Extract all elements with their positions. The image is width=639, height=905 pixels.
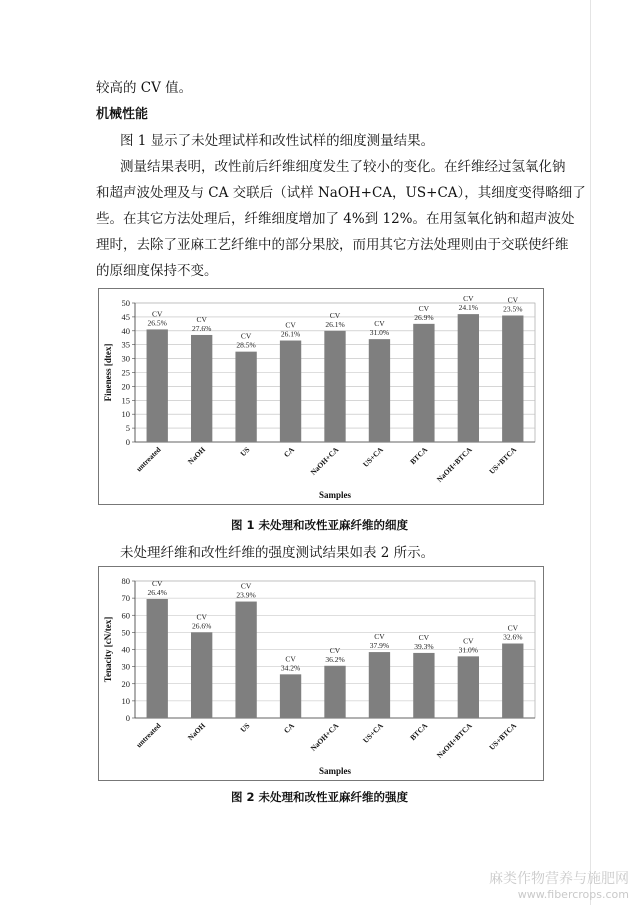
y-tick-label: 25 xyxy=(121,367,130,378)
data-label: 31.0% xyxy=(369,328,390,338)
data-label: CV xyxy=(196,612,207,622)
x-tick-label: NaOH+CA xyxy=(308,445,341,477)
data-label: CV xyxy=(507,623,518,633)
data-label: CV xyxy=(329,310,341,320)
y-tick-label: 60 xyxy=(121,610,130,621)
bar-us xyxy=(235,602,256,718)
bar-untreated xyxy=(147,599,168,718)
paragraph-1: 图 1 显示了未处理试样和改性试样的细度测量结果。 xyxy=(120,133,435,149)
chart-svg xyxy=(99,567,543,780)
x-tick-label: NaOH xyxy=(185,445,208,467)
bar-naoh xyxy=(191,335,212,442)
bar-untreated xyxy=(147,329,168,442)
paragraph-3: 未处理纤维和改性纤维的强度测试结果如表 2 所示。 xyxy=(120,545,435,561)
bar-us-ca xyxy=(369,652,390,718)
x-tick-label: BTCA xyxy=(408,721,430,743)
y-tick-label: 10 xyxy=(121,409,130,420)
watermark xyxy=(489,868,629,901)
x-tick-label: NaOH xyxy=(185,721,208,743)
section-heading: 机械性能 xyxy=(96,107,149,122)
data-label: CV xyxy=(463,294,474,304)
x-axis-label: Samples xyxy=(318,490,352,500)
x-tick-label: NaOH+BTCA xyxy=(434,445,474,484)
data-label: CV xyxy=(329,645,341,655)
data-label: CV xyxy=(196,314,207,324)
data-label: 39.3% xyxy=(414,641,434,651)
x-tick-label: US+BTCA xyxy=(487,721,519,752)
data-label: 37.9% xyxy=(369,641,390,651)
data-label: CV xyxy=(285,320,296,330)
bar-naoh-ca xyxy=(324,331,345,442)
x-tick-label: BTCA xyxy=(408,445,430,467)
data-label: 23.9% xyxy=(236,590,256,600)
x-tick-label: untreated xyxy=(134,721,163,750)
bar-btca xyxy=(413,653,434,718)
y-tick-label: 10 xyxy=(121,695,130,706)
bar-naoh-ca xyxy=(324,666,345,718)
watermark-line-2: www.fibercrops.com xyxy=(517,888,629,901)
data-label: 28.5% xyxy=(236,340,256,350)
x-tick-label: US+CA xyxy=(361,445,385,469)
bar-naoh-btca xyxy=(458,314,479,442)
y-axis-label: Tenacity [cN/tex] xyxy=(103,616,113,683)
data-label: CV xyxy=(507,295,518,305)
figure-1-caption: 图 1 未处理和改性亚麻纤维的细度 xyxy=(230,518,408,532)
y-tick-label: 15 xyxy=(121,395,130,406)
data-label: CV xyxy=(374,632,385,642)
y-tick-label: 30 xyxy=(121,661,130,672)
data-label: 32.6% xyxy=(503,632,523,642)
data-label: CV xyxy=(374,319,385,329)
y-tick-label: 50 xyxy=(121,627,130,638)
paragraph-2-line-1: 测量结果表明，改性前后纤维细度发生了较小的变化。在纤维经过氢氧化钠 xyxy=(120,159,566,175)
data-label: 26.6% xyxy=(191,621,212,631)
paragraph-2-line-3: 些。在其它方法处理后，纤维细度增加了 4%到 12%。在用氢氧化钠和超声波处 xyxy=(96,211,575,227)
data-label: CV xyxy=(152,578,163,588)
x-tick-label: US xyxy=(238,445,252,459)
y-tick-label: 30 xyxy=(121,353,130,364)
data-label: 23.5% xyxy=(503,304,523,314)
data-label: 26.4% xyxy=(147,587,167,597)
x-axis-label: Samples xyxy=(318,766,352,776)
x-tick-label: CA xyxy=(281,721,296,736)
y-tick-label: 50 xyxy=(121,298,130,308)
bar-naoh-btca xyxy=(458,656,479,718)
data-label: CV xyxy=(463,636,474,646)
data-label: CV xyxy=(152,309,163,319)
bar-btca xyxy=(413,324,434,442)
tenacity-chart xyxy=(98,566,544,781)
bar-ca xyxy=(280,674,301,718)
data-label: 26.9% xyxy=(414,312,434,322)
data-label: 26.1% xyxy=(280,329,301,339)
paragraph-2-line-2: 和超声波处理及与 CA 交联后（试样 NaOH+CA，US+CA），其细度变得略细了 xyxy=(96,185,586,201)
x-tick-label: US+BTCA xyxy=(487,445,519,476)
paragraph-2-line-4: 理时，去除了亚麻工艺纤维中的部分果胶，而用其它方法处理则由于交联使纤维 xyxy=(96,237,569,253)
data-label: CV xyxy=(418,632,430,642)
y-tick-label: 0 xyxy=(125,713,130,723)
y-tick-label: 35 xyxy=(121,339,130,350)
data-label: 26.1% xyxy=(325,319,345,329)
data-label: 34.2% xyxy=(280,663,301,673)
bar-naoh xyxy=(191,632,212,718)
data-label: CV xyxy=(240,331,252,341)
data-label: 36.2% xyxy=(325,654,345,664)
y-axis-label: Fineness [dtex] xyxy=(103,343,113,402)
bar-ca xyxy=(280,341,301,442)
y-tick-label: 0 xyxy=(125,437,130,447)
watermark-line-1: 麻类作物营养与施肥网 xyxy=(489,871,629,887)
y-tick-label: 70 xyxy=(121,593,130,604)
x-tick-label: CA xyxy=(281,445,296,460)
text-line-1: 较高的 CV 值。 xyxy=(96,80,193,96)
y-tick-label: 5 xyxy=(125,423,130,434)
paragraph-2-line-5: 的原细度保持不变。 xyxy=(96,263,218,279)
y-tick-label: 20 xyxy=(121,381,130,392)
data-label: CV xyxy=(240,581,252,591)
data-label: CV xyxy=(418,303,430,313)
y-tick-label: 20 xyxy=(121,678,130,689)
bar-us-btca xyxy=(502,644,523,718)
bar-us-ca xyxy=(369,339,390,442)
x-tick-label: US xyxy=(238,721,252,735)
x-tick-label: US+CA xyxy=(361,721,385,745)
chart-svg xyxy=(99,289,543,504)
data-label: CV xyxy=(285,654,296,664)
fineness-chart xyxy=(98,288,544,505)
x-tick-label: NaOH+CA xyxy=(308,721,341,753)
x-tick-label: untreated xyxy=(134,445,163,474)
data-label: 27.6% xyxy=(191,323,212,333)
y-tick-label: 40 xyxy=(121,644,130,655)
bar-us-btca xyxy=(502,316,523,442)
data-label: 26.5% xyxy=(147,318,167,328)
bar-us xyxy=(235,352,256,442)
data-label: 31.0% xyxy=(458,645,479,655)
page-edge-line xyxy=(590,0,591,905)
y-tick-label: 40 xyxy=(121,325,130,336)
x-tick-label: NaOH+BTCA xyxy=(434,721,474,760)
y-tick-label: 80 xyxy=(121,576,130,586)
figure-2-caption: 图 2 未处理和改性亚麻纤维的强度 xyxy=(230,790,408,804)
y-tick-label: 45 xyxy=(121,311,130,322)
data-label: 24.1% xyxy=(458,303,479,313)
